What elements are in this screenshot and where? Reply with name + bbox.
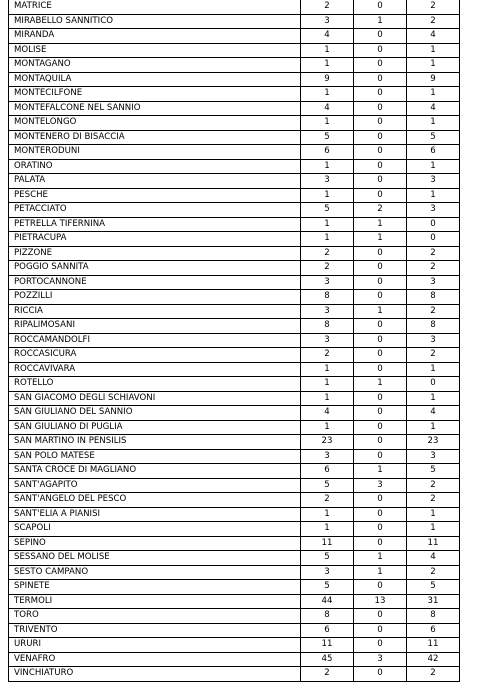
municipality-name: TORO bbox=[9, 609, 301, 624]
col-a-cell: 0 bbox=[354, 319, 407, 334]
total-cell: 11 bbox=[301, 536, 354, 551]
total-cell: 2 bbox=[301, 493, 354, 508]
municipality-name: ROCCAVIVARA bbox=[9, 362, 301, 377]
col-a-cell: 0 bbox=[354, 87, 407, 102]
municipality-name: RICCIA bbox=[9, 304, 301, 319]
col-b-cell: 2 bbox=[407, 14, 460, 29]
col-a-cell: 1 bbox=[354, 14, 407, 29]
col-a-cell: 0 bbox=[354, 623, 407, 638]
table-row bbox=[9, 290, 460, 305]
col-a-cell: 0 bbox=[354, 638, 407, 653]
total-cell: 45 bbox=[301, 652, 354, 667]
col-b-cell: 3 bbox=[407, 203, 460, 218]
total-cell: 2 bbox=[301, 667, 354, 682]
col-a-cell: 0 bbox=[354, 43, 407, 58]
col-b-cell: 4 bbox=[407, 551, 460, 566]
municipality-name: PALATA bbox=[9, 174, 301, 189]
table-row bbox=[9, 464, 460, 479]
table-row bbox=[9, 565, 460, 580]
table-row bbox=[9, 14, 460, 29]
col-a-cell: 0 bbox=[354, 130, 407, 145]
total-cell: 3 bbox=[301, 565, 354, 580]
table-row bbox=[9, 130, 460, 145]
total-cell: 1 bbox=[301, 391, 354, 406]
municipality-name: SANT'ELIA A PIANISI bbox=[9, 507, 301, 522]
col-b-cell: 2 bbox=[407, 348, 460, 363]
total-cell: 11 bbox=[301, 638, 354, 653]
table-row bbox=[9, 145, 460, 160]
municipality-name: SPINETE bbox=[9, 580, 301, 595]
table-row bbox=[9, 101, 460, 116]
municipality-name: URURI bbox=[9, 638, 301, 653]
total-cell: 2 bbox=[301, 0, 354, 14]
table-row bbox=[9, 58, 460, 73]
col-b-cell: 5 bbox=[407, 130, 460, 145]
municipality-name: PESCHE bbox=[9, 188, 301, 203]
total-cell: 44 bbox=[301, 594, 354, 609]
col-a-cell: 0 bbox=[354, 362, 407, 377]
col-b-cell: 11 bbox=[407, 536, 460, 551]
municipality-name: TERMOLI bbox=[9, 594, 301, 609]
total-cell: 1 bbox=[301, 232, 354, 247]
municipality-name: POGGIO SANNITA bbox=[9, 261, 301, 276]
municipality-name: MONTEFALCONE NEL SANNIO bbox=[9, 101, 301, 116]
municipality-name: VINCHIATURO bbox=[9, 667, 301, 682]
col-a-cell: 3 bbox=[354, 652, 407, 667]
total-cell: 3 bbox=[301, 333, 354, 348]
table-row bbox=[9, 609, 460, 624]
total-cell: 2 bbox=[301, 261, 354, 276]
col-b-cell: 1 bbox=[407, 58, 460, 73]
municipality-name: RIPALIMOSANI bbox=[9, 319, 301, 334]
total-cell: 1 bbox=[301, 420, 354, 435]
table-row bbox=[9, 652, 460, 667]
col-b-cell: 4 bbox=[407, 101, 460, 116]
total-cell: 3 bbox=[301, 14, 354, 29]
table-row bbox=[9, 623, 460, 638]
total-cell: 6 bbox=[301, 464, 354, 479]
col-a-cell: 0 bbox=[354, 145, 407, 160]
col-a-cell: 0 bbox=[354, 449, 407, 464]
total-cell: 3 bbox=[301, 174, 354, 189]
municipality-name: SANTA CROCE DI MAGLIANO bbox=[9, 464, 301, 479]
municipality-name: PETRELLA TIFERNINA bbox=[9, 217, 301, 232]
col-a-cell: 1 bbox=[354, 217, 407, 232]
col-b-cell: 1 bbox=[407, 116, 460, 131]
table-row bbox=[9, 580, 460, 595]
table-row bbox=[9, 493, 460, 508]
col-b-cell: 1 bbox=[407, 420, 460, 435]
municipality-name: MATRICE bbox=[9, 0, 301, 14]
table-row bbox=[9, 319, 460, 334]
total-cell: 3 bbox=[301, 275, 354, 290]
table-row bbox=[9, 72, 460, 87]
total-cell: 6 bbox=[301, 145, 354, 160]
col-a-cell: 0 bbox=[354, 420, 407, 435]
col-b-cell: 6 bbox=[407, 623, 460, 638]
total-cell: 1 bbox=[301, 87, 354, 102]
col-b-cell: 1 bbox=[407, 362, 460, 377]
col-b-cell: 3 bbox=[407, 333, 460, 348]
col-a-cell: 0 bbox=[354, 435, 407, 450]
total-cell: 1 bbox=[301, 159, 354, 174]
table-row bbox=[9, 406, 460, 421]
total-cell: 8 bbox=[301, 319, 354, 334]
col-b-cell: 31 bbox=[407, 594, 460, 609]
col-b-cell: 1 bbox=[407, 43, 460, 58]
col-a-cell: 0 bbox=[354, 536, 407, 551]
municipality-name: PORTOCANNONE bbox=[9, 275, 301, 290]
total-cell: 1 bbox=[301, 217, 354, 232]
table-row bbox=[9, 536, 460, 551]
col-b-cell: 3 bbox=[407, 174, 460, 189]
col-b-cell: 1 bbox=[407, 159, 460, 174]
municipality-name: MONTAGANO bbox=[9, 58, 301, 73]
municipality-name: SAN POLO MATESE bbox=[9, 449, 301, 464]
total-cell: 3 bbox=[301, 449, 354, 464]
municipality-name: SAN MARTINO IN PENSILIS bbox=[9, 435, 301, 450]
col-b-cell: 5 bbox=[407, 580, 460, 595]
table-row bbox=[9, 43, 460, 58]
municipality-name: MOLISE bbox=[9, 43, 301, 58]
col-a-cell: 0 bbox=[354, 159, 407, 174]
table-row bbox=[9, 449, 460, 464]
municipality-name: MONTERODUNI bbox=[9, 145, 301, 160]
col-b-cell: 0 bbox=[407, 217, 460, 232]
municipality-name: SANT'AGAPITO bbox=[9, 478, 301, 493]
col-a-cell: 0 bbox=[354, 174, 407, 189]
table-row bbox=[9, 362, 460, 377]
municipality-name: ROCCAMANDOLFI bbox=[9, 333, 301, 348]
total-cell: 1 bbox=[301, 362, 354, 377]
table-row bbox=[9, 232, 460, 247]
table-row bbox=[9, 217, 460, 232]
total-cell: 8 bbox=[301, 290, 354, 305]
table-row bbox=[9, 159, 460, 174]
col-b-cell: 2 bbox=[407, 667, 460, 682]
col-a-cell: 0 bbox=[354, 101, 407, 116]
table-row bbox=[9, 522, 460, 537]
col-a-cell: 0 bbox=[354, 667, 407, 682]
total-cell: 1 bbox=[301, 43, 354, 58]
municipality-name: SANT'ANGELO DEL PESCO bbox=[9, 493, 301, 508]
total-cell: 2 bbox=[301, 246, 354, 261]
municipality-name: TRIVENTO bbox=[9, 623, 301, 638]
total-cell: 3 bbox=[301, 304, 354, 319]
col-b-cell: 42 bbox=[407, 652, 460, 667]
col-b-cell: 3 bbox=[407, 275, 460, 290]
col-a-cell: 0 bbox=[354, 348, 407, 363]
table-row bbox=[9, 203, 460, 218]
municipality-name: PETACCIATO bbox=[9, 203, 301, 218]
total-cell: 5 bbox=[301, 130, 354, 145]
total-cell: 9 bbox=[301, 72, 354, 87]
municipality-name: PIZZONE bbox=[9, 246, 301, 261]
municipality-name: SEPINO bbox=[9, 536, 301, 551]
col-a-cell: 0 bbox=[354, 58, 407, 73]
col-a-cell: 0 bbox=[354, 333, 407, 348]
table-row bbox=[9, 116, 460, 131]
table-body bbox=[9, 0, 460, 681]
table-row bbox=[9, 333, 460, 348]
col-b-cell: 8 bbox=[407, 290, 460, 305]
col-b-cell: 2 bbox=[407, 246, 460, 261]
col-a-cell: 0 bbox=[354, 493, 407, 508]
total-cell: 1 bbox=[301, 377, 354, 392]
col-a-cell: 0 bbox=[354, 275, 407, 290]
col-b-cell: 11 bbox=[407, 638, 460, 653]
table-row bbox=[9, 304, 460, 319]
col-a-cell: 1 bbox=[354, 232, 407, 247]
col-a-cell: 0 bbox=[354, 609, 407, 624]
municipality-name: SAN GIULIANO DI PUGLIA bbox=[9, 420, 301, 435]
table-row bbox=[9, 29, 460, 44]
table-row bbox=[9, 377, 460, 392]
col-b-cell: 1 bbox=[407, 87, 460, 102]
col-a-cell: 1 bbox=[354, 377, 407, 392]
table-row bbox=[9, 638, 460, 653]
municipality-name: MONTELONGO bbox=[9, 116, 301, 131]
total-cell: 4 bbox=[301, 406, 354, 421]
total-cell: 1 bbox=[301, 522, 354, 537]
table-row bbox=[9, 420, 460, 435]
municipality-name: SCAPOLI bbox=[9, 522, 301, 537]
col-b-cell: 2 bbox=[407, 493, 460, 508]
table-row bbox=[9, 391, 460, 406]
total-cell: 5 bbox=[301, 551, 354, 566]
col-b-cell: 0 bbox=[407, 232, 460, 247]
municipality-name: MIRANDA bbox=[9, 29, 301, 44]
col-a-cell: 1 bbox=[354, 551, 407, 566]
col-b-cell: 0 bbox=[407, 377, 460, 392]
col-a-cell: 0 bbox=[354, 188, 407, 203]
table-row bbox=[9, 435, 460, 450]
col-b-cell: 8 bbox=[407, 609, 460, 624]
col-b-cell: 1 bbox=[407, 188, 460, 203]
col-a-cell: 0 bbox=[354, 290, 407, 305]
total-cell: 1 bbox=[301, 188, 354, 203]
col-b-cell: 6 bbox=[407, 145, 460, 160]
table-row bbox=[9, 348, 460, 363]
col-a-cell: 3 bbox=[354, 478, 407, 493]
col-a-cell: 0 bbox=[354, 72, 407, 87]
col-a-cell: 0 bbox=[354, 116, 407, 131]
total-cell: 5 bbox=[301, 203, 354, 218]
municipality-name: POZZILLI bbox=[9, 290, 301, 305]
total-cell: 4 bbox=[301, 29, 354, 44]
col-b-cell: 4 bbox=[407, 406, 460, 421]
total-cell: 4 bbox=[301, 101, 354, 116]
municipality-name: PIETRACUPA bbox=[9, 232, 301, 247]
table-row bbox=[9, 667, 460, 682]
total-cell: 8 bbox=[301, 609, 354, 624]
col-b-cell: 2 bbox=[407, 0, 460, 14]
col-a-cell: 0 bbox=[354, 0, 407, 14]
total-cell: 6 bbox=[301, 623, 354, 638]
table-row bbox=[9, 261, 460, 276]
municipality-name: MONTECILFONE bbox=[9, 87, 301, 102]
col-b-cell: 3 bbox=[407, 449, 460, 464]
total-cell: 1 bbox=[301, 507, 354, 522]
municipality-name: MONTENERO DI BISACCIA bbox=[9, 130, 301, 145]
municipality-name: VENAFRO bbox=[9, 652, 301, 667]
col-b-cell: 2 bbox=[407, 565, 460, 580]
col-a-cell: 0 bbox=[354, 391, 407, 406]
municipality-name: SAN GIULIANO DEL SANNIO bbox=[9, 406, 301, 421]
table-row bbox=[9, 507, 460, 522]
col-b-cell: 1 bbox=[407, 522, 460, 537]
total-cell: 23 bbox=[301, 435, 354, 450]
municipality-name: ROCCASICURA bbox=[9, 348, 301, 363]
col-a-cell: 0 bbox=[354, 246, 407, 261]
col-a-cell: 13 bbox=[354, 594, 407, 609]
table-row bbox=[9, 275, 460, 290]
col-a-cell: 0 bbox=[354, 522, 407, 537]
total-cell: 5 bbox=[301, 478, 354, 493]
table-row bbox=[9, 594, 460, 609]
col-a-cell: 1 bbox=[354, 565, 407, 580]
col-a-cell: 1 bbox=[354, 304, 407, 319]
col-b-cell: 2 bbox=[407, 478, 460, 493]
municipality-name: MIRABELLO SANNITICO bbox=[9, 14, 301, 29]
municipality-name: SESSANO DEL MOLISE bbox=[9, 551, 301, 566]
col-b-cell: 5 bbox=[407, 464, 460, 479]
table-row bbox=[9, 188, 460, 203]
table-row bbox=[9, 0, 460, 14]
col-a-cell: 0 bbox=[354, 406, 407, 421]
municipality-name: ORATINO bbox=[9, 159, 301, 174]
municipality-table bbox=[8, 0, 460, 682]
col-b-cell: 2 bbox=[407, 261, 460, 276]
table-row bbox=[9, 174, 460, 189]
municipality-name: SESTO CAMPANO bbox=[9, 565, 301, 580]
table-row bbox=[9, 246, 460, 261]
municipality-name: MONTAQUILA bbox=[9, 72, 301, 87]
col-b-cell: 1 bbox=[407, 391, 460, 406]
total-cell: 1 bbox=[301, 58, 354, 73]
col-b-cell: 23 bbox=[407, 435, 460, 450]
municipality-name: ROTELLO bbox=[9, 377, 301, 392]
table-row bbox=[9, 87, 460, 102]
col-a-cell: 1 bbox=[354, 464, 407, 479]
table-row bbox=[9, 478, 460, 493]
col-b-cell: 4 bbox=[407, 29, 460, 44]
col-b-cell: 9 bbox=[407, 72, 460, 87]
table-row bbox=[9, 551, 460, 566]
municipality-name: SAN GIACOMO DEGLI SCHIAVONI bbox=[9, 391, 301, 406]
col-a-cell: 2 bbox=[354, 203, 407, 218]
col-a-cell: 0 bbox=[354, 261, 407, 276]
col-b-cell: 2 bbox=[407, 304, 460, 319]
col-b-cell: 1 bbox=[407, 507, 460, 522]
total-cell: 5 bbox=[301, 580, 354, 595]
total-cell: 1 bbox=[301, 116, 354, 131]
col-b-cell: 8 bbox=[407, 319, 460, 334]
total-cell: 2 bbox=[301, 348, 354, 363]
col-a-cell: 0 bbox=[354, 580, 407, 595]
col-a-cell: 0 bbox=[354, 29, 407, 44]
col-a-cell: 0 bbox=[354, 507, 407, 522]
